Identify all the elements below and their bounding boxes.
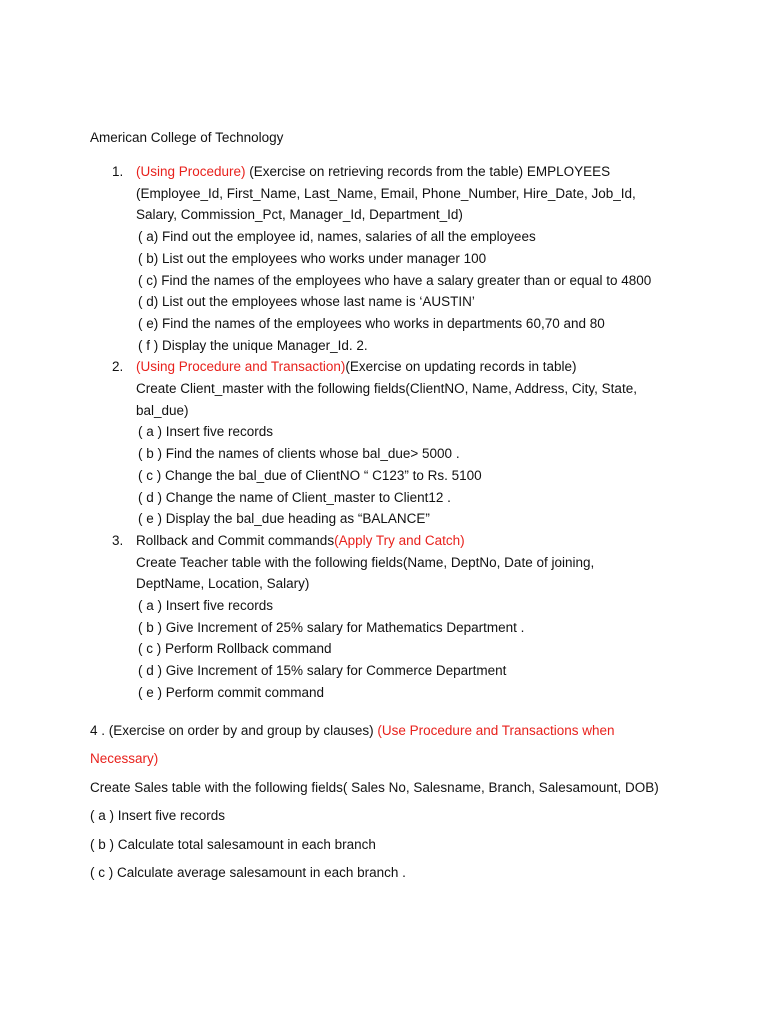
procedure-tag: (Use Procedure and Transactions when <box>377 723 615 738</box>
sub-item: ( d ) Give Increment of 15% salary for Commerce Department <box>138 663 507 679</box>
section-4-intro <box>90 717 730 745</box>
sub-item: ( f ) Display the unique Manager_Id. 2. <box>138 337 368 353</box>
exercise-section-4 <box>90 717 730 887</box>
sub-item: ( d ) Change the name of Client_master to Client12 . <box>138 489 451 505</box>
sub-item: ( b ) Give Increment of 25% salary for Mathematics Department . <box>138 619 525 635</box>
item-lead-text: Rollback and Commit commands <box>136 532 335 548</box>
sub-item: ( e ) Display the bal_due heading as “BALANCE” <box>138 511 430 527</box>
item-number: 1. <box>112 164 124 179</box>
try-catch-tag: (Apply Try and Catch) <box>334 532 465 548</box>
item-continuation: bal_due) <box>136 402 189 418</box>
item-lead-line <box>136 530 730 552</box>
item-number: 2. <box>112 359 124 375</box>
sub-item: ( e) Find the names of the employees who works in departments 60,70 and 80 <box>138 315 605 331</box>
item-lead-line <box>136 161 730 183</box>
item-lead-text: (Exercise on retrieving records from the table) EMPLOYEES <box>245 164 611 179</box>
section-4-line: ( a ) Insert five records <box>90 808 226 824</box>
sub-item: ( b) List out the employees who works under manager 100 <box>138 250 487 266</box>
procedure-tag-continuation: Necessary) <box>90 751 159 767</box>
procedure-tag: (Using Procedure and Transaction) <box>136 359 346 375</box>
item-continuation: Salary, Commission_Pct, Manager_Id, Department_Id) <box>136 207 463 223</box>
sub-item: ( a ) Insert five records <box>138 598 274 614</box>
exercise-item-1 <box>90 161 730 356</box>
item-lead-text: (Exercise on updating records in table) <box>345 359 577 375</box>
exercise-list <box>90 161 730 704</box>
sub-item: ( a) Find out the employee id, names, salaries of all the employees <box>138 229 536 245</box>
section-4-line: ( c ) Calculate average salesamount in each branch . <box>90 865 406 881</box>
section-4-line: Create Sales table with the following fields( Sales No, Salesname, Branch, Salesamount, DOB) <box>90 779 659 795</box>
sub-item: ( c) Find the names of the employees who have a salary greater than or equal to 4800 <box>138 272 652 288</box>
item-continuation: Create Teacher table with the following fields(Name, DeptNo, Date of joining, <box>136 554 595 570</box>
item-number: 3. <box>112 532 124 548</box>
section-4-line: ( b ) Calculate total salesamount in each branch <box>90 836 376 852</box>
sub-item: ( a ) Insert five records <box>138 424 274 440</box>
sub-item: ( b ) Find the names of clients whose bal_due> 5000 . <box>138 446 460 462</box>
item-continuation: Create Client_master with the following fields(ClientNO, Name, Address, City, State, <box>136 381 637 397</box>
item-continuation: DeptName, Location, Salary) <box>136 576 310 592</box>
sub-item: ( d) List out the employees whose last name is ‘AUSTIN’ <box>138 294 475 310</box>
sub-item: ( c ) Perform Rollback command <box>138 641 332 657</box>
exercise-item-3 <box>90 530 730 704</box>
exercise-item-2 <box>90 356 730 530</box>
procedure-tag: (Using Procedure) <box>136 164 246 179</box>
item-lead-line <box>136 356 730 378</box>
item-continuation: (Employee_Id, First_Name, Last_Name, Email, Phone_Number, Hire_Date, Job_Id, <box>136 185 636 201</box>
document-heading: American College of Technology <box>90 130 284 145</box>
sub-item: ( e ) Perform commit command <box>138 684 325 700</box>
sub-item: ( c ) Change the bal_due of ClientNO “ C123” to Rs. 5100 <box>138 467 482 483</box>
section-4-lead-text: 4 . (Exercise on order by and group by clauses) <box>90 723 378 738</box>
